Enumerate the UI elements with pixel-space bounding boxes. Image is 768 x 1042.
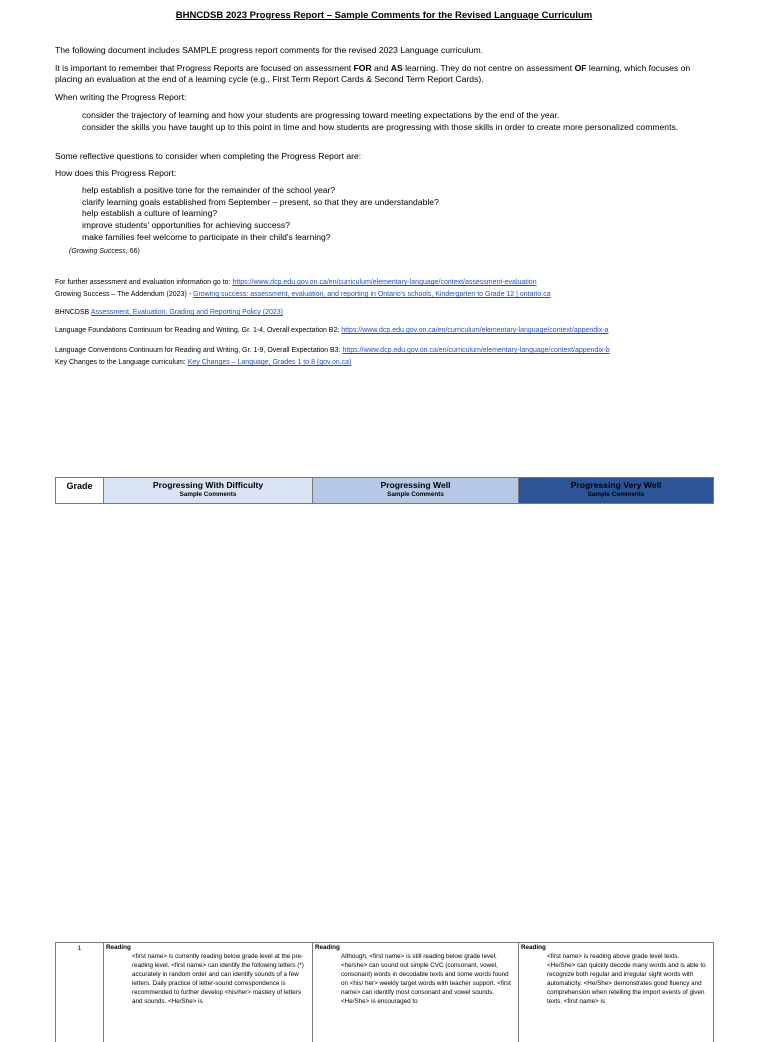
difficulty-header bbox=[104, 478, 313, 503]
reflective-paragraph: Some reflective questions to consider when completing the Progress Report are: bbox=[55, 151, 362, 161]
source-name: Growing Success bbox=[71, 248, 126, 255]
very-well-cell-heading: Reading bbox=[521, 944, 546, 951]
assessment-paragraph bbox=[55, 63, 715, 84]
difficulty-cell bbox=[104, 943, 313, 1042]
difficulty-cell-heading: Reading bbox=[106, 944, 131, 951]
link-label: Key Changes to the Language curriculum: bbox=[55, 359, 188, 366]
well-header-title: Progressing Well bbox=[380, 480, 451, 490]
difficulty-header-sub: Sample Comments bbox=[179, 491, 237, 498]
assessment-evaluation-link[interactable]: https://www.dcp.edu.gov.on.ca/en/curriculum/elementary-language/context/assessment-evaluation bbox=[232, 279, 537, 286]
assessment-text-c: learning, which focuses on placing an evaluation at the end of a learning cycle (e.g., First Term Report Cards & Second Term Report Cards). bbox=[55, 63, 691, 84]
link-label: Language Foundations Continuum for Reading and Writing, Gr. 1-4, Overall expectation B2: bbox=[55, 327, 342, 334]
well-header-sub: Sample Comments bbox=[387, 491, 444, 498]
when-item-2: consider the skills you have taught up to this point in time and how students are progressing with those skills in order to create more personalized comments. bbox=[82, 122, 679, 132]
link-line-foundations bbox=[55, 326, 735, 335]
growing-success-link[interactable]: Growing success: assessment, evaluation, and reporting in Ontario's schools, Kindergarten to Grade 12 | ontario.ca bbox=[193, 291, 551, 298]
how-item-4: improve students' opportunities for achieving success? bbox=[82, 220, 290, 230]
link-label: Language Conventions Continuum for Reading and Writing, Gr. 1-9, Overall Expectation B3: bbox=[55, 347, 343, 354]
for-emphasis: FOR bbox=[353, 63, 372, 73]
link-line-key-changes bbox=[55, 358, 735, 367]
source-citation bbox=[69, 248, 140, 255]
well-cell bbox=[313, 943, 519, 1042]
intro-paragraph: The following document includes SAMPLE progress report comments for the revised 2023 Language curriculum. bbox=[55, 45, 483, 55]
how-item-1: help establish a positive tone for the remainder of the school year? bbox=[82, 185, 336, 195]
link-line-conventions bbox=[55, 346, 735, 355]
well-cell-text: Although, <first name> is still reading below grade level, <he/she> can sound out simple CVC (consonant, vowel, consonant) words in decodable texts and some words found on <his/ her> weekly target words with teacher support. <first name> can identify most consonant and vowel sounds. <He/She> is encouraged to bbox=[341, 953, 511, 1005]
difficulty-header-title: Progressing With Difficulty bbox=[152, 480, 264, 490]
link-label: For further assessment and evaluation information go to: bbox=[55, 279, 233, 286]
assessment-text-and: and bbox=[371, 63, 391, 73]
very-well-cell bbox=[519, 943, 713, 1042]
how-item-5: make families feel welcome to participate in their child's learning? bbox=[82, 232, 331, 242]
link-line-policy bbox=[55, 308, 735, 317]
how-item-3: help establish a culture of learning? bbox=[82, 208, 218, 218]
well-header bbox=[313, 478, 519, 503]
very-well-header bbox=[519, 478, 713, 503]
document-title: BHNCDSB 2023 Progress Report – Sample Comments for the Revised Language Curriculum bbox=[175, 10, 593, 21]
grade-header: Grade bbox=[56, 478, 104, 503]
very-well-cell-text: <first name> is reading above grade level texts. <He/She> can quickly decode many words and is able to recognize both regular and irregular sight words with automaticity. <He/She> demonstrates good fluency and comprehension when retelling the import events of given texts. <first name> is bbox=[547, 953, 706, 1005]
when-heading: When writing the Progress Report: bbox=[55, 92, 187, 102]
comments-table-header bbox=[55, 477, 714, 504]
key-changes-link[interactable]: Key Changes – Language, Grades 1 to 8 (gov.on.ca) bbox=[187, 359, 352, 366]
how-item-2: clarify learning goals established from September – present, so that they are understandable? bbox=[82, 197, 439, 207]
appendix-a-link[interactable]: https://www.dcp.edu.gov.on.ca/en/curriculum/elementary-language/context/appendix-a bbox=[341, 327, 609, 334]
policy-link[interactable]: Assessment, Evaluation, Grading and Reporting Policy (2023) bbox=[90, 309, 284, 316]
well-cell-heading: Reading bbox=[315, 944, 340, 951]
link-label: Growing Success – The Addendum (2023) - bbox=[55, 291, 194, 298]
appendix-b-link[interactable]: https://www.dcp.edu.gov.on.ca/en/curriculum/elementary-language/context/appendix-b bbox=[342, 347, 610, 354]
link-label: BHNCDSB bbox=[55, 309, 91, 316]
very-well-header-title: Progressing Very Well bbox=[570, 480, 662, 490]
of-emphasis: OF bbox=[574, 63, 587, 73]
grade-cell: 1 bbox=[56, 943, 104, 1042]
source-open: ( bbox=[69, 248, 72, 255]
assessment-text-a: It is important to remember that Progress Reports are focused on assessment bbox=[55, 63, 354, 73]
when-item-1: consider the trajectory of learning and how your students are progressing toward meeting expectations by the end of the year. bbox=[82, 110, 560, 120]
link-line-growing-success bbox=[55, 290, 735, 299]
difficulty-cell-text: <first name> is currently reading below grade level at the pre-reading level. <first name> can identify the following letters (*) accurately in random order and can identify sounds of a few letters. Daily practice of letter-sound correspondence is recommended to further develop <his/her> mastery of letters and sounds. <He/She> is bbox=[132, 953, 304, 1005]
as-emphasis: AS bbox=[390, 63, 403, 73]
source-rest: , 66) bbox=[125, 248, 140, 255]
how-heading: How does this Progress Report: bbox=[55, 168, 177, 178]
table-row bbox=[55, 942, 714, 1042]
link-line-assessment bbox=[55, 278, 735, 287]
very-well-header-sub: Sample Comments bbox=[587, 491, 645, 498]
assessment-text-b: learning. They do not centre on assessment bbox=[402, 63, 575, 73]
